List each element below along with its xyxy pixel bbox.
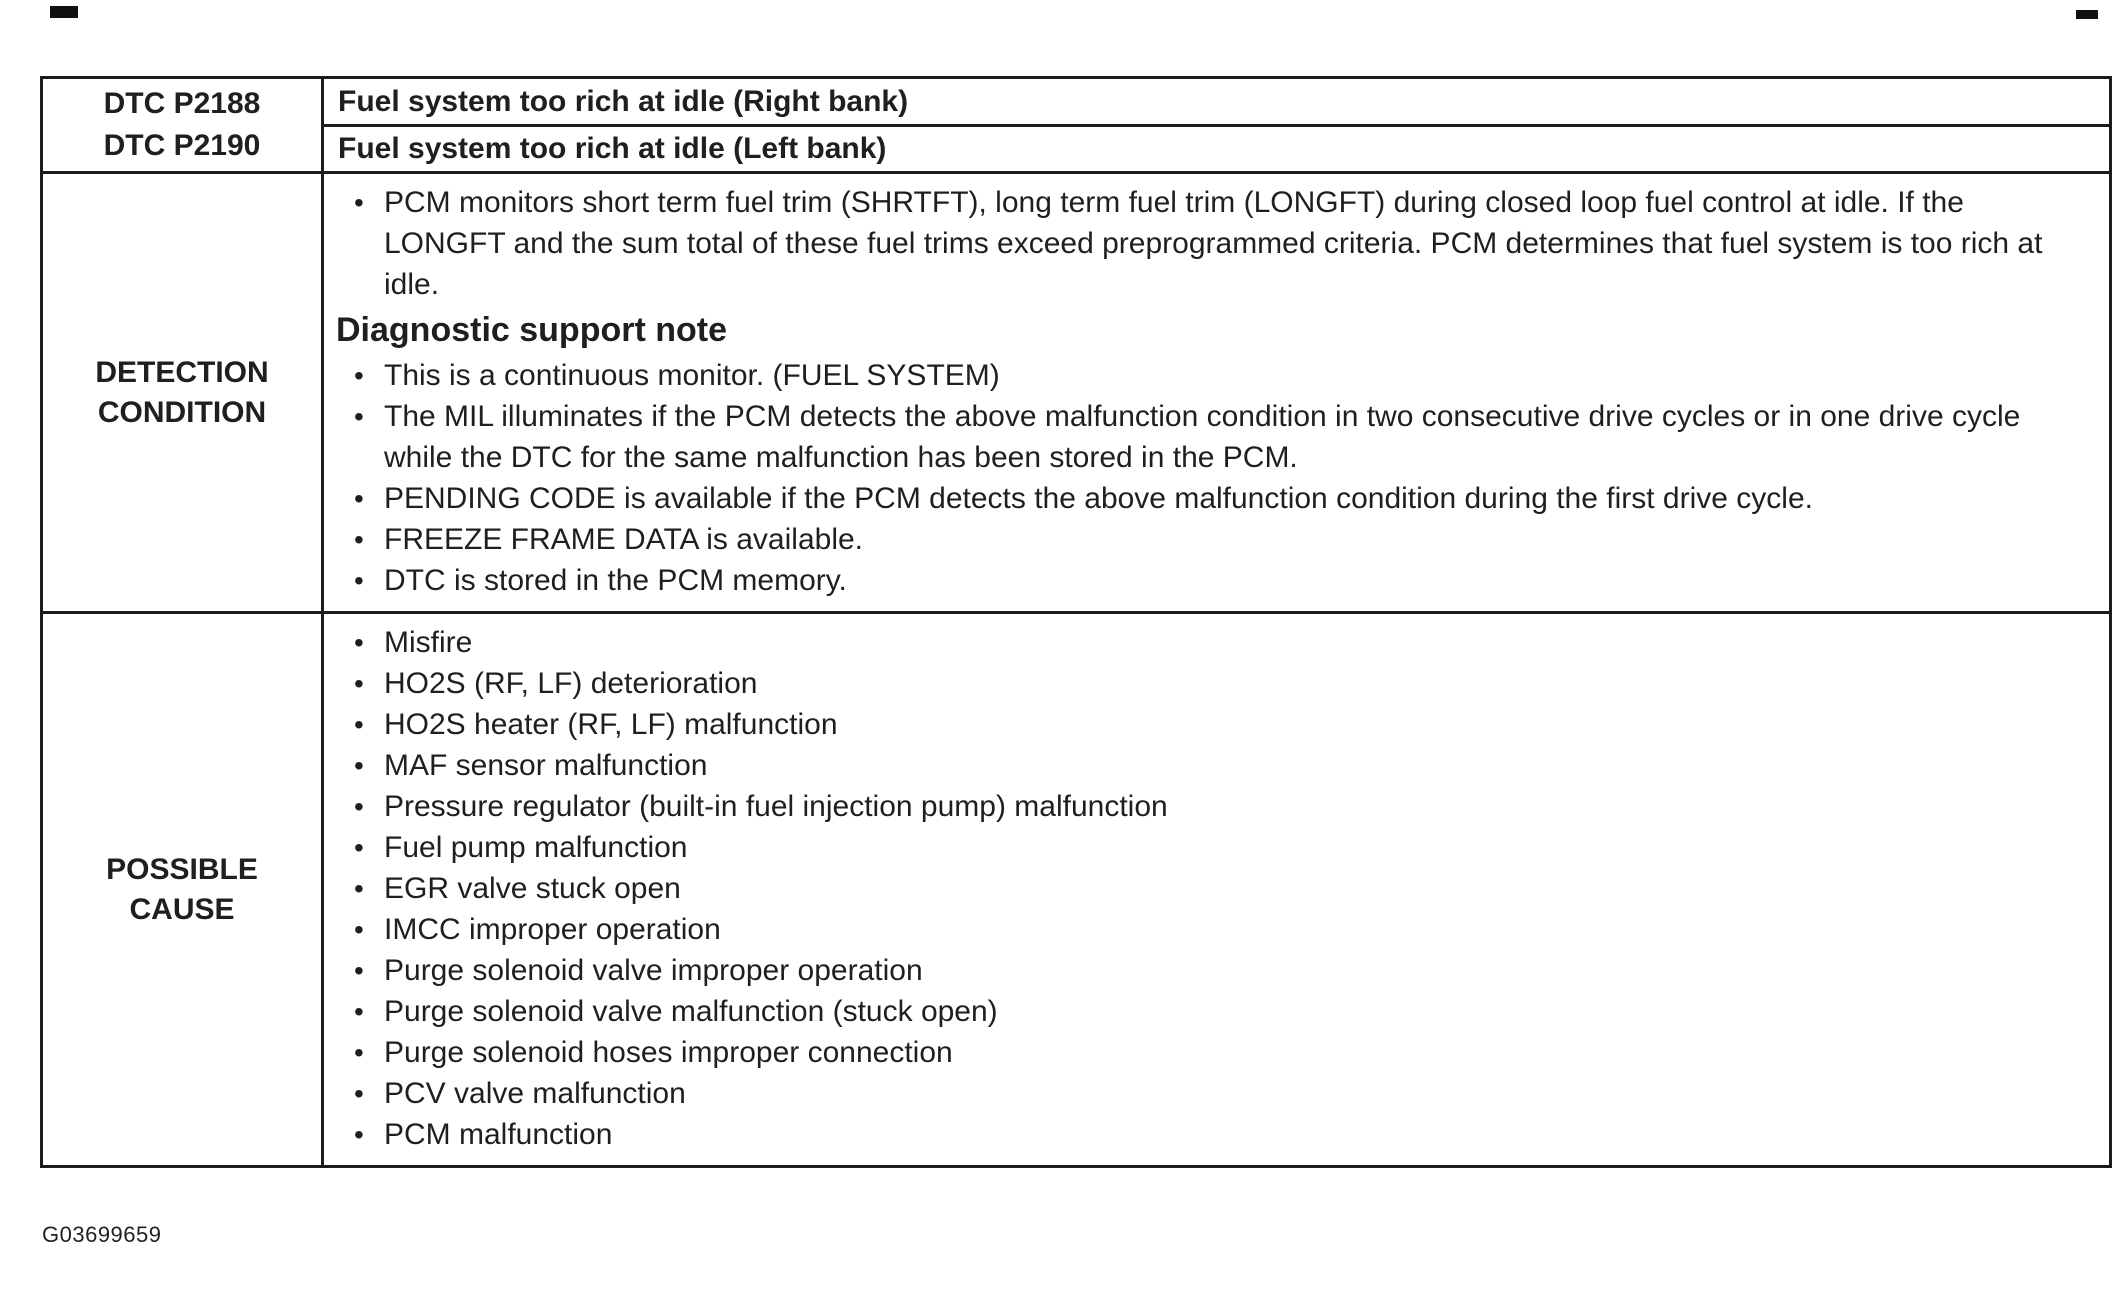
possible-cause-text: Purge solenoid hoses improper connection <box>384 1036 953 1069</box>
table-row-header <box>42 78 2111 173</box>
bullet-icon: • <box>354 709 364 740</box>
list-item <box>334 868 2085 909</box>
dtc-code: DTC P2190 <box>103 129 261 162</box>
possible-cause-text: HO2S (RF, LF) deterioration <box>384 667 758 700</box>
possible-cause-text: EGR valve stuck open <box>384 872 681 905</box>
detection-intro-text: PCM monitors short term fuel trim (SHRTFT), long term fuel trim (LONGFT) during closed loop fuel control at idle. If the LONGFT and the sum total of these fuel trims exceed preprogrammed criteria. PCM determines that fuel system is too rich at idle. <box>384 186 2043 301</box>
list-item <box>334 909 2085 950</box>
list-item <box>334 355 2085 396</box>
dtc-description: Fuel system too rich at idle (Right bank) <box>324 80 2109 127</box>
bullet-icon: • <box>354 401 364 432</box>
bullet-icon: • <box>354 524 364 555</box>
bullet-icon: • <box>354 791 364 822</box>
list-item <box>334 1032 2085 1073</box>
possible-cause-text: Pressure regulator (built-in fuel injection pump) malfunction <box>384 790 1168 823</box>
bullet-icon: • <box>354 1037 364 1068</box>
list-item <box>334 745 2085 786</box>
list-item <box>334 827 2085 868</box>
support-note-text: The MIL illuminates if the PCM detects the above malfunction condition in two consecutive drive cycles or in one drive cycle while the DTC for the same malfunction has been stored in the PCM. <box>384 400 2021 474</box>
possible-cause-text: Purge solenoid valve improper operation <box>384 954 923 987</box>
dtc-description: Fuel system too rich at idle (Left bank) <box>338 131 887 165</box>
possible-cause-text: PCV valve malfunction <box>384 1077 686 1110</box>
dtc-code: DTC P2188 <box>103 87 261 120</box>
list-item <box>334 991 2085 1032</box>
bullet-icon: • <box>354 873 364 904</box>
detection-condition-label: DETECTION CONDITION <box>42 173 323 613</box>
support-note-text: DTC is stored in the PCM memory. <box>384 564 847 597</box>
support-note-text: This is a continuous monitor. (FUEL SYSTEM) <box>384 359 1000 392</box>
list-item <box>334 663 2085 704</box>
scan-artifact-top-right <box>2076 10 2098 19</box>
list-item <box>334 950 2085 991</box>
support-note-text: PENDING CODE is available if the PCM detects the above malfunction condition during the first drive cycle. <box>384 482 1813 515</box>
possible-cause-text: IMCC improper operation <box>384 913 721 946</box>
possible-cause-text: Fuel pump malfunction <box>384 831 688 864</box>
list-item <box>334 704 2085 745</box>
possible-cause-text: HO2S heater (RF, LF) malfunction <box>384 708 838 741</box>
list-item <box>334 560 2085 601</box>
list-item <box>334 519 2085 560</box>
bullet-icon: • <box>354 996 364 1027</box>
bullet-icon: • <box>354 832 364 863</box>
possible-cause-text: MAF sensor malfunction <box>384 749 708 782</box>
possible-cause-text: Misfire <box>384 626 473 659</box>
possible-cause-label: POSSIBLE CAUSE <box>42 613 323 1167</box>
scan-artifact-top-left <box>50 6 78 18</box>
bullet-icon: • <box>354 1119 364 1150</box>
list-item <box>334 622 2085 663</box>
table-row-detection-condition <box>42 173 2111 613</box>
bullet-icon: • <box>354 955 364 986</box>
figure-reference-code: G03699659 <box>42 1222 162 1247</box>
bullet-icon: • <box>354 483 364 514</box>
bullet-icon: • <box>354 1078 364 1109</box>
diagnostic-support-note-heading: Diagnostic support note <box>336 311 727 349</box>
bullet-icon: • <box>354 750 364 781</box>
table-row-possible-cause <box>42 613 2111 1167</box>
detection-condition-content <box>323 173 2111 613</box>
possible-cause-text: PCM malfunction <box>384 1118 613 1151</box>
list-item <box>334 396 2085 478</box>
dtc-codes-cell <box>42 78 323 173</box>
list-item <box>334 1073 2085 1114</box>
list-item <box>334 182 2085 305</box>
possible-cause-text: Purge solenoid valve malfunction (stuck open) <box>384 995 998 1028</box>
list-item <box>334 786 2085 827</box>
possible-cause-content <box>323 613 2111 1167</box>
bullet-icon: • <box>354 565 364 596</box>
bullet-icon: • <box>354 914 364 945</box>
bullet-icon: • <box>354 360 364 391</box>
list-item <box>334 1114 2085 1155</box>
support-note-text: FREEZE FRAME DATA is available. <box>384 523 864 556</box>
bullet-icon: • <box>354 668 364 699</box>
bullet-icon: • <box>354 187 364 218</box>
list-item <box>334 478 2085 519</box>
bullet-icon: • <box>354 627 364 658</box>
dtc-table <box>40 76 2112 1168</box>
dtc-descriptions-cell <box>323 78 2111 173</box>
